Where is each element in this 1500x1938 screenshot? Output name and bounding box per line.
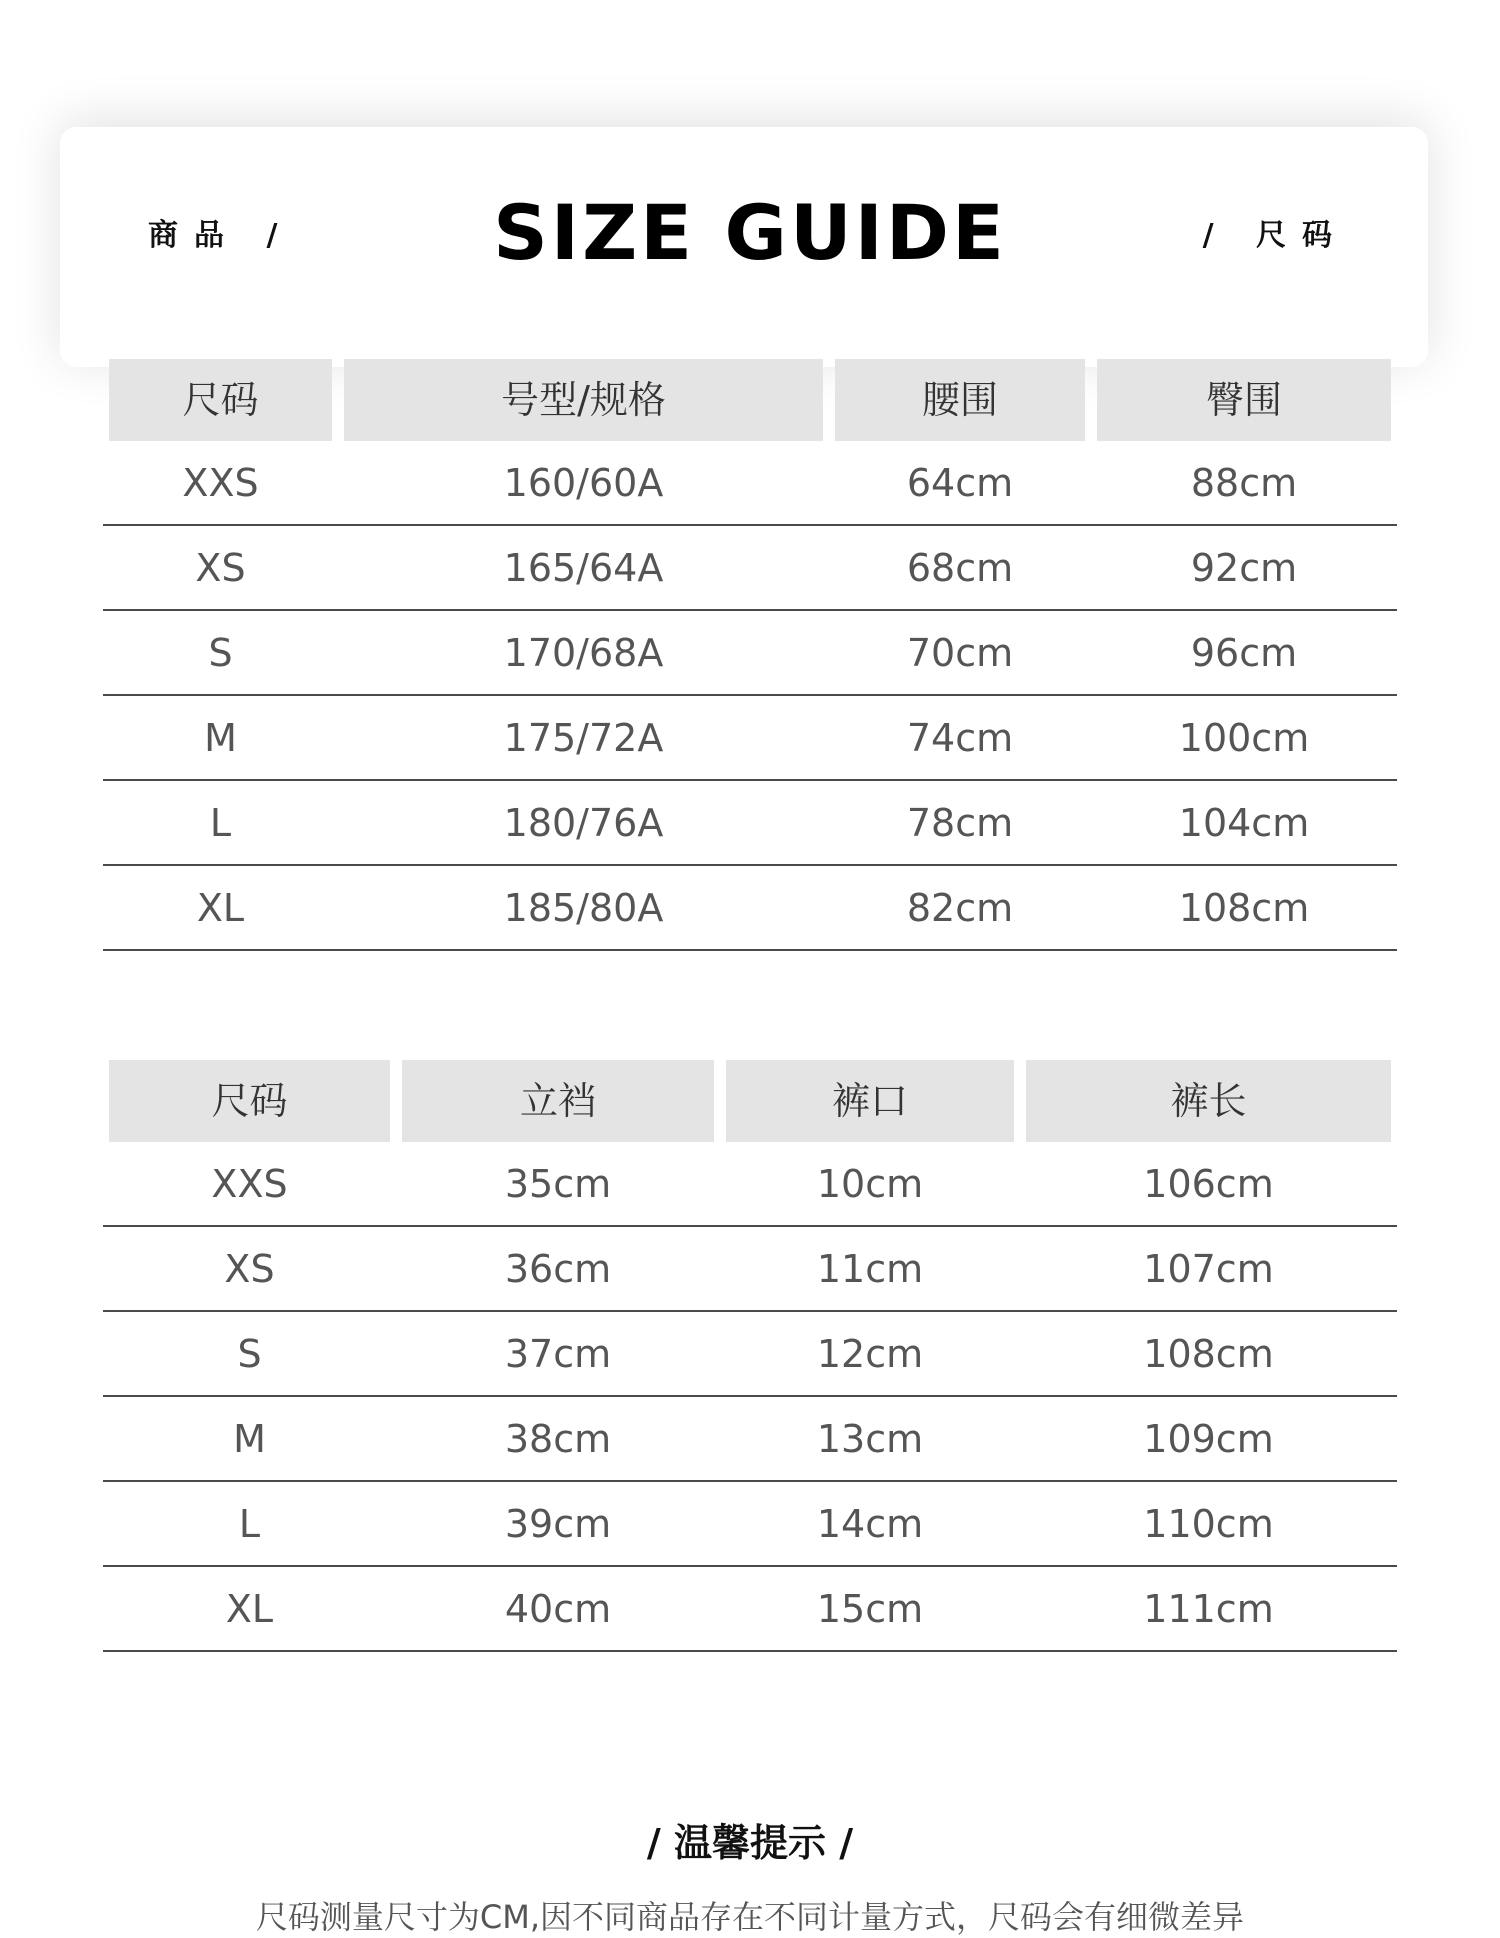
- cell-size: L: [103, 781, 338, 866]
- cell-size: XS: [103, 1227, 396, 1312]
- header-cell-rise: 立裆: [396, 1060, 720, 1142]
- cell-spec: 185/80A: [338, 866, 829, 951]
- cell-length: 106cm: [1020, 1142, 1397, 1227]
- cell-length: 109cm: [1020, 1397, 1397, 1482]
- cell-length: 111cm: [1020, 1567, 1397, 1652]
- cell-length: 110cm: [1020, 1482, 1397, 1567]
- cell-size: XXS: [103, 1142, 396, 1227]
- header-cell-hip: 臀围: [1091, 359, 1397, 441]
- cell-rise: 35cm: [396, 1142, 720, 1227]
- cell-size: S: [103, 611, 338, 696]
- cell-waist: 74cm: [829, 696, 1091, 781]
- cell-waist: 78cm: [829, 781, 1091, 866]
- cell-leg-opening: 10cm: [720, 1142, 1020, 1227]
- table-row: [103, 1312, 1397, 1397]
- header-cell-spec: 号型/规格: [338, 359, 829, 441]
- table-header-row: [103, 359, 1397, 441]
- cell-length: 108cm: [1020, 1312, 1397, 1397]
- tips-title: / 温馨提示 /: [646, 1821, 854, 1865]
- header-left-label: 商品 /: [148, 218, 294, 253]
- header-cell-size: 尺码: [103, 1060, 396, 1142]
- cell-hip: 96cm: [1091, 611, 1397, 696]
- cell-size: L: [103, 1482, 396, 1567]
- cell-size: XL: [103, 866, 338, 951]
- table-row: [103, 1227, 1397, 1312]
- table-row: [103, 1567, 1397, 1652]
- header-cell-waist: 腰围: [829, 359, 1091, 441]
- cell-waist: 70cm: [829, 611, 1091, 696]
- cell-size: M: [103, 1397, 396, 1482]
- cell-leg-opening: 12cm: [720, 1312, 1020, 1397]
- cell-waist: 82cm: [829, 866, 1091, 951]
- table-row: [103, 781, 1397, 866]
- cell-leg-opening: 14cm: [720, 1482, 1020, 1567]
- cell-leg-opening: 11cm: [720, 1227, 1020, 1312]
- cell-size: XXS: [103, 441, 338, 526]
- cell-spec: 165/64A: [338, 526, 829, 611]
- table-row: [103, 526, 1397, 611]
- size-table-top: [103, 359, 1397, 951]
- cell-leg-opening: 13cm: [720, 1397, 1020, 1482]
- cell-spec: 175/72A: [338, 696, 829, 781]
- cell-size: XL: [103, 1567, 396, 1652]
- cell-hip: 88cm: [1091, 441, 1397, 526]
- cell-hip: 104cm: [1091, 781, 1397, 866]
- cell-rise: 37cm: [396, 1312, 720, 1397]
- header-cell-leg-opening: 裤口: [720, 1060, 1020, 1142]
- table-header-row: [103, 1060, 1397, 1142]
- table-row: [103, 611, 1397, 696]
- header-cell-length: 裤长: [1020, 1060, 1397, 1142]
- header-right-label: / 尺码: [1202, 218, 1348, 253]
- tips-text: 尺码测量尺寸为CM,因不同商品存在不同计量方式，尺码会有细微差异: [255, 1898, 1245, 1936]
- header-cell-size: 尺码: [103, 359, 338, 441]
- table-row: [103, 866, 1397, 951]
- cell-hip: 100cm: [1091, 696, 1397, 781]
- table-row: [103, 696, 1397, 781]
- table-row: [103, 1482, 1397, 1567]
- cell-spec: 170/68A: [338, 611, 829, 696]
- table-row: [103, 1142, 1397, 1227]
- cell-waist: 64cm: [829, 441, 1091, 526]
- cell-rise: 36cm: [396, 1227, 720, 1312]
- cell-rise: 40cm: [396, 1567, 720, 1652]
- cell-size: XS: [103, 526, 338, 611]
- cell-spec: 160/60A: [338, 441, 829, 526]
- table-row: [103, 1397, 1397, 1482]
- cell-size: M: [103, 696, 338, 781]
- table-row: [103, 441, 1397, 526]
- cell-hip: 92cm: [1091, 526, 1397, 611]
- size-table-bottom: [103, 1060, 1397, 1652]
- page-title: SIZE GUIDE: [493, 188, 1007, 277]
- cell-leg-opening: 15cm: [720, 1567, 1020, 1652]
- cell-hip: 108cm: [1091, 866, 1397, 951]
- cell-spec: 180/76A: [338, 781, 829, 866]
- cell-size: S: [103, 1312, 396, 1397]
- cell-waist: 68cm: [829, 526, 1091, 611]
- cell-rise: 38cm: [396, 1397, 720, 1482]
- cell-length: 107cm: [1020, 1227, 1397, 1312]
- cell-rise: 39cm: [396, 1482, 720, 1567]
